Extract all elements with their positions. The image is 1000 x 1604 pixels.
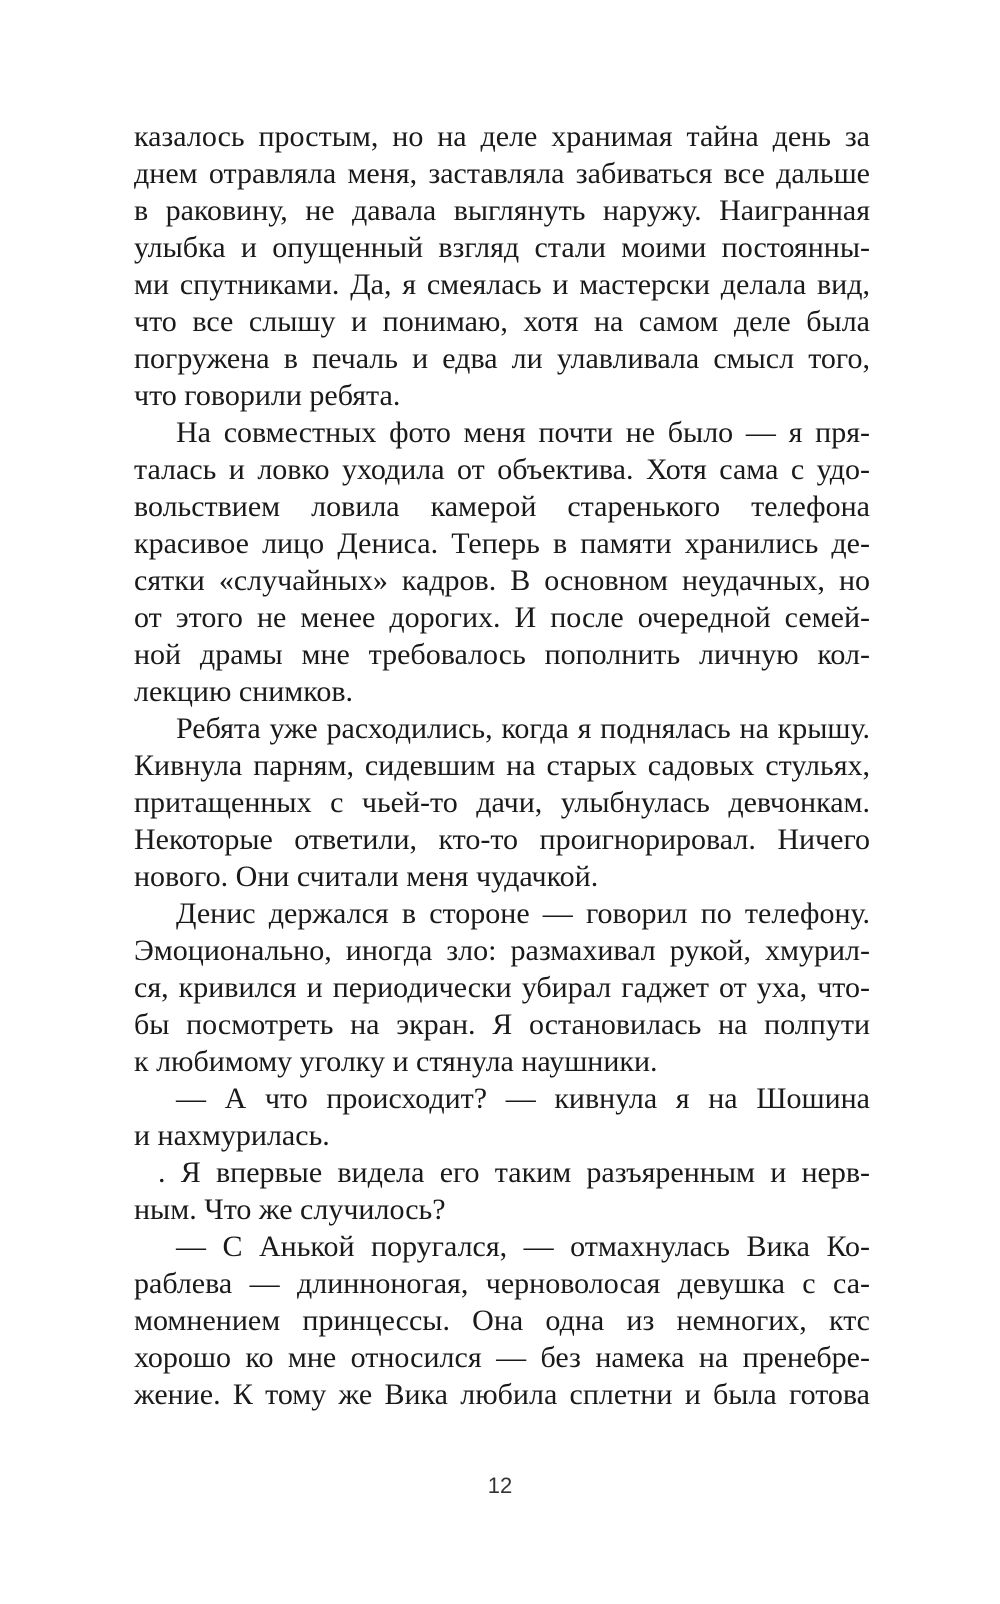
text-line: — С Анькой поругался, — отмахнулась Вика Ко- <box>176 1230 870 1263</box>
text-line: днем отравляла меня, заставляла забиваться все дальше <box>134 157 870 190</box>
text-line: Некоторые ответили, кто-то проигнорировал. Ничего <box>134 823 870 856</box>
text-line: ся, кривился и периодически убирал гаджет от уха, что- <box>134 971 870 1004</box>
text-line: что говорили ребята. <box>134 379 401 412</box>
text-line: улыбка и опущенный взгляд стали моими постоянны- <box>134 231 870 264</box>
text-line: казалось простым, но на деле хранимая тайна день за <box>134 120 870 153</box>
text-line: Денис держался в стороне — говорил по телефону. <box>176 897 870 930</box>
text-line: притащенных с чьей-то дачи, улыбнулась девчонкам. <box>134 786 870 819</box>
page-number: 12 <box>487 1473 513 1498</box>
text-line: красивое лицо Дениса. Теперь в памяти хранились де- <box>134 527 870 560</box>
text-line: раблева — длинноногая, черноволосая девушка с са- <box>134 1267 870 1300</box>
text-line: — А что происходит? — кивнула я на Шошина <box>176 1082 870 1115</box>
text-line: Ребята уже расходились, когда я поднялась на крышу. <box>176 712 870 745</box>
text-line: нового. Они считали меня чудачкой. <box>134 860 599 893</box>
text-line: . Я впервые видела его таким разъяренным и нерв- <box>158 1156 870 1189</box>
text-line: бы посмотреть на экран. Я остановилась на полпути <box>134 1008 870 1041</box>
text-line: талась и ловко уходила от объектива. Хотя сама с удо- <box>134 453 870 486</box>
text-line: ми спутниками. Да, я смеялась и мастерски делала вид, <box>134 268 870 301</box>
text-line: Кивнула парням, сидевшим на старых садовых стульях, <box>134 749 870 782</box>
text-line: к любимому уголку и стянула наушники. <box>134 1045 658 1078</box>
text-line: ным. Что же случилось? <box>134 1193 446 1226</box>
text-line: жение. К тому же Вика любила сплетни и была готова <box>134 1378 870 1411</box>
text-line: лекцию снимков. <box>134 675 354 708</box>
text-line: и нахмурилась. <box>134 1119 330 1152</box>
text-line: погружена в печаль и едва ли улавливала смысл того, <box>134 342 870 375</box>
text-line: Эмоционально, иногда зло: размахивал рукой, хмурил- <box>134 934 870 967</box>
text-line: момнением принцессы. Она одна из немногих, ктс <box>134 1304 870 1337</box>
text-line: в раковину, не давала выглянуть наружу. Наигранная <box>134 194 870 227</box>
text-line: хорошо ко мне относился — без намека на пренебре- <box>134 1341 870 1374</box>
text-line: вольствием ловила камерой старенького телефона <box>134 490 870 523</box>
text-line: На совместных фото меня почти не было — я пря- <box>176 416 870 449</box>
text-line: ной драмы мне требовалось пополнить личную кол- <box>134 638 870 671</box>
text-line: что все слышу и понимаю, хотя на самом деле была <box>134 305 870 338</box>
text-line: от этого не менее дорогих. И после очередной семей- <box>134 601 870 634</box>
text-line: сятки «случайных» кадров. В основном неудачных, но <box>134 564 870 597</box>
body-text <box>134 118 870 1413</box>
